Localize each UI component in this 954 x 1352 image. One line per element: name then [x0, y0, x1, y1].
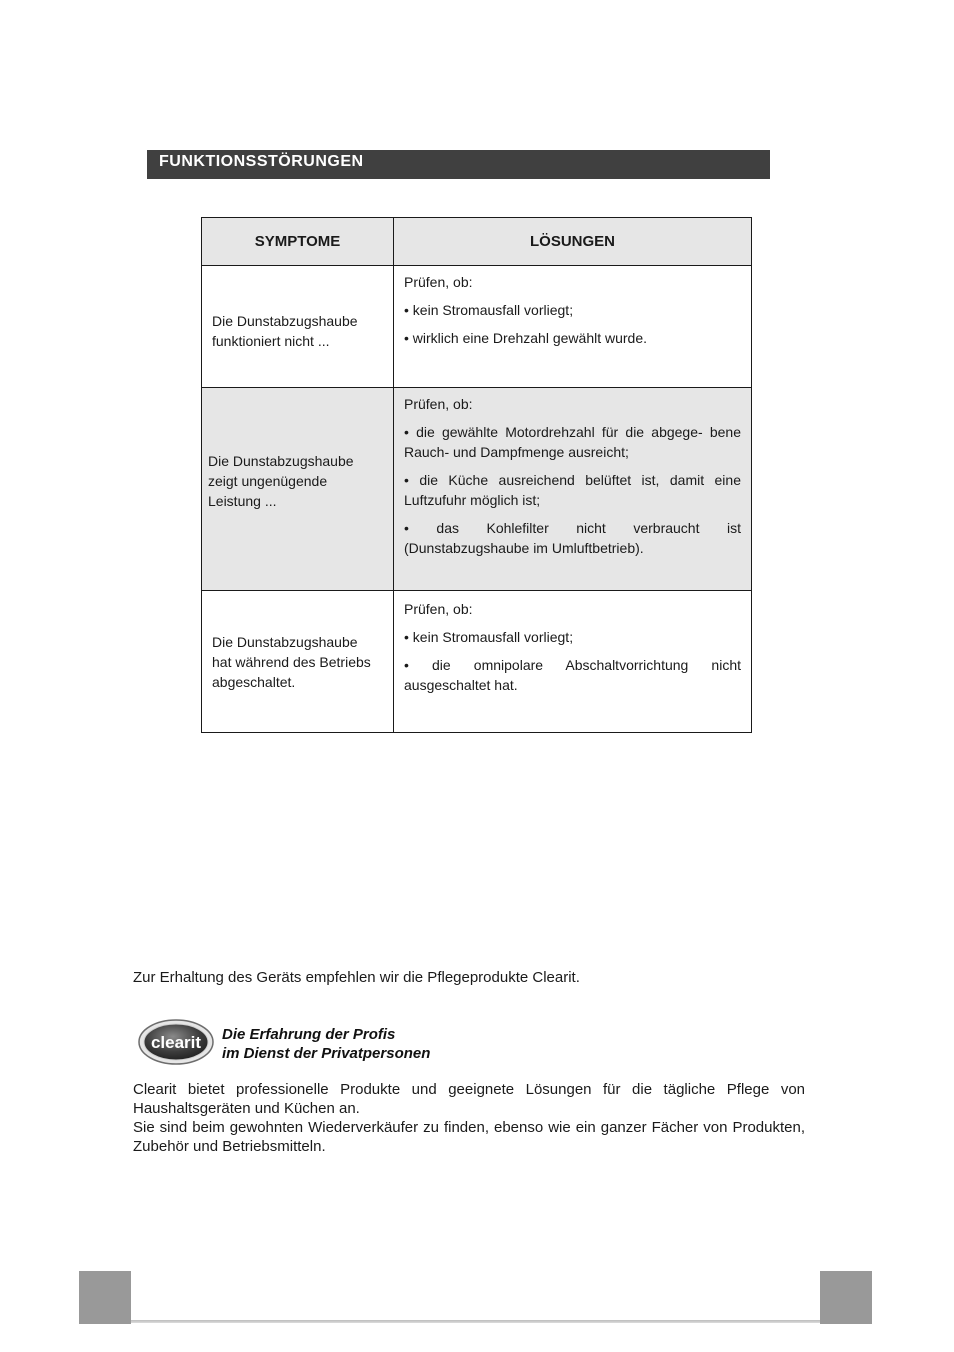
- symptom-cell: [202, 388, 394, 591]
- footer-block-right: [820, 1271, 872, 1324]
- tagline-line-2: im Dienst der Privatpersonen: [222, 1045, 431, 1062]
- solution-cell: [394, 591, 752, 733]
- header-symptoms: SYMPTOME: [202, 218, 394, 266]
- care-paragraph: Sie sind beim gewohnten Wiederverkäufer zu finden, ebenso wie ein ganzer Fächer von Produkten, Zubehör und Betriebsmitteln.: [133, 1119, 805, 1155]
- solution-cell: [394, 388, 752, 591]
- care-paragraph: Clearit bietet professionelle Produkte und geeignete Lösungen für die tägliche Pflege von Haushaltsgeräten und Küchen an.: [133, 1081, 805, 1117]
- tagline-line-1: Die Erfahrung der Profis: [222, 1026, 396, 1043]
- symptom-text: Die Dunstabzugshaube zeigt ungenügende Leistung ...: [208, 453, 354, 509]
- symptom-cell: [202, 591, 394, 733]
- tagline: [222, 1025, 430, 1063]
- solution-bullet: • die omnipolare Abschaltvorrichtung nicht ausgeschaltet hat.: [404, 657, 741, 693]
- care-description: [133, 1080, 805, 1156]
- symptom-text: Die Dunstabzugshaube funktioniert nicht ...: [212, 312, 358, 349]
- footer-divider: [131, 1320, 820, 1323]
- section-title: FUNKTIONSSTÖRUNGEN: [147, 150, 770, 179]
- solution-bullet: • die Küche ausreichend belüftet ist, damit eine Luftzufuhr möglich ist;: [404, 472, 741, 508]
- footer-block-left: [79, 1271, 131, 1324]
- clearit-logo: [138, 1019, 214, 1065]
- table-row: [202, 388, 752, 591]
- solution-bullet: • das Kohlefilter nicht verbraucht ist (Dunstabzugshaube im Umluftbetrieb).: [404, 520, 741, 556]
- solution-intro: Prüfen, ob:: [404, 396, 473, 412]
- solution-bullet: • die gewählte Motordrehzahl für die abgege- bene Rauch- und Dampfmenge ausreicht;: [404, 424, 741, 460]
- troubleshooting-table: [201, 217, 752, 733]
- logo-wordmark: clearit: [150, 1033, 202, 1052]
- solution-cell: [394, 266, 752, 388]
- solution-bullet: • wirklich eine Drehzahl gewählt wurde.: [404, 330, 648, 346]
- solution-bullet: • kein Stromausfall vorliegt;: [404, 302, 574, 318]
- table-row: [202, 591, 752, 733]
- solution-bullet: • kein Stromausfall vorliegt;: [404, 629, 574, 645]
- care-intro: Zur Erhaltung des Geräts empfehlen wir die Pflegeprodukte Clearit.: [133, 969, 580, 986]
- table-row: [202, 266, 752, 388]
- solution-intro: Prüfen, ob:: [404, 274, 473, 290]
- header-solutions: LÖSUNGEN: [394, 218, 752, 266]
- symptom-text: Die Dunstabzugshaube hat während des Betriebs abgeschaltet.: [212, 633, 371, 690]
- solution-intro: Prüfen, ob:: [404, 601, 473, 617]
- symptom-cell: [202, 266, 394, 388]
- table-header-row: [202, 218, 752, 266]
